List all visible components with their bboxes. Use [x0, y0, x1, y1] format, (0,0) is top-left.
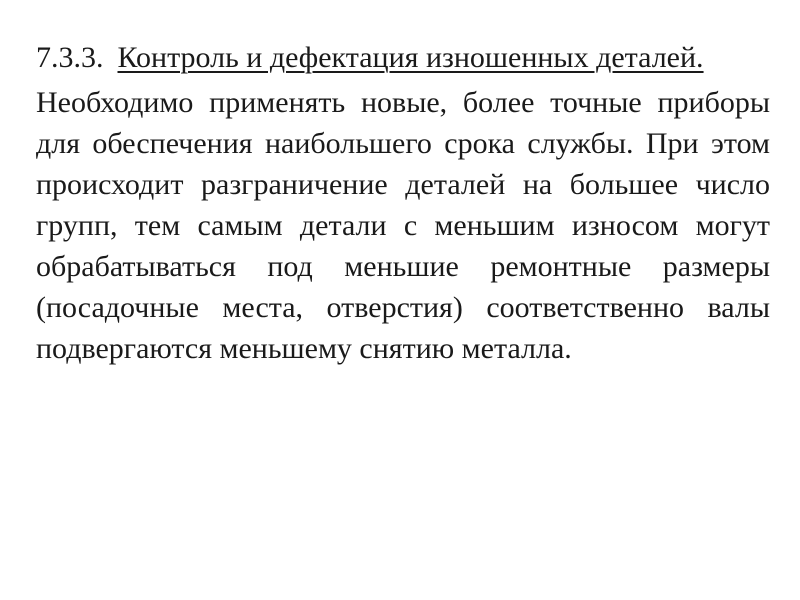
section-heading: [36, 38, 770, 78]
slide-content: [36, 38, 770, 369]
section-title: Контроль и дефектация изношенных деталей.: [117, 41, 704, 74]
section-number: 7.3.3.: [36, 41, 104, 74]
body-paragraph: Необходимо применять новые, более точные приборы для обеспечения наибольшего срока службы. При этом происходит разграничение деталей на большее число групп, тем самым детали с меньшим износом могут обрабатываться под меньшие ремонтные размеры (посадочные места, отверстия) соответственно валы подвергаются меньшему снятию металла.: [36, 86, 770, 365]
